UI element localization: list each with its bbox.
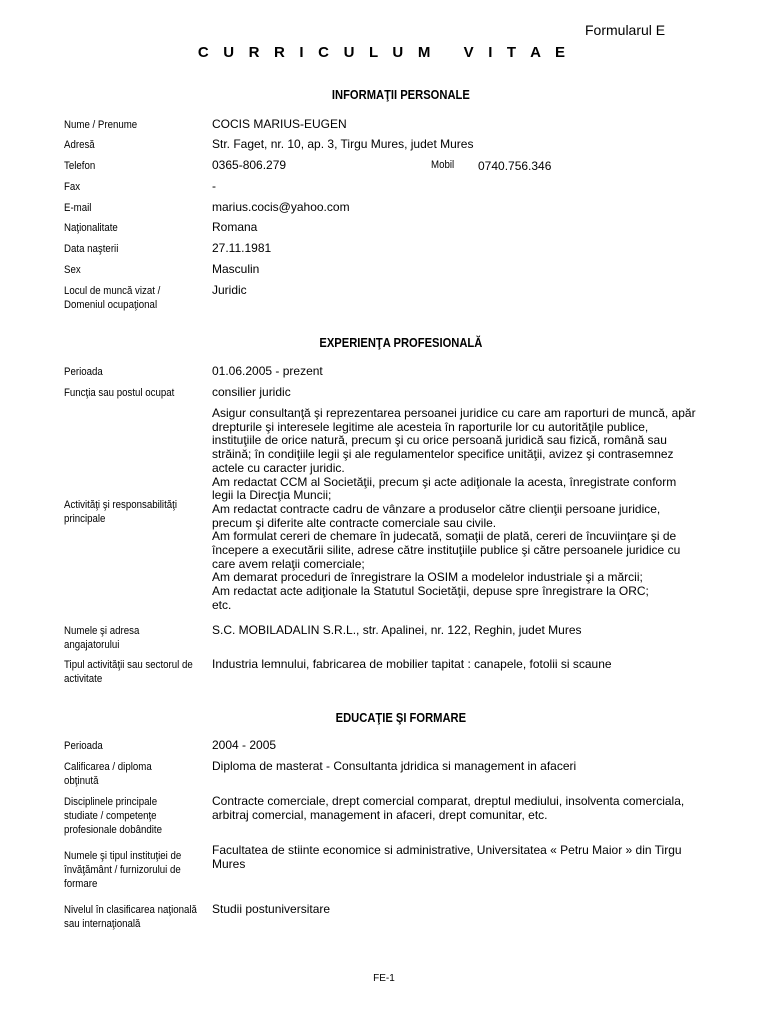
activities-line: Am redactat contracte cadru de vânzare a produselor către clienţii persoane juridice, [212, 501, 661, 516]
value-mobile: 0740.756.346 [478, 159, 552, 173]
label-position: Funcţia sau postul ocupat [64, 387, 175, 399]
label-desired-job: Locul de muncă vizat / Domeniul ocupaţional [64, 285, 161, 311]
page-footer: FE-1 [373, 973, 395, 984]
activities-line: Am demarat proceduri de înregistrare la OSIM a modelelor industriale şi a mărcii; [212, 570, 643, 585]
label-sector: Tipul activităţii sau sectorul de activitate [64, 659, 193, 685]
value-desired-job: Juridic [212, 283, 247, 297]
document-title: C U R R I C U L U M V I T A E [197, 44, 571, 61]
value-edu-period: 2004 - 2005 [212, 738, 277, 752]
value-fax: - [212, 179, 216, 193]
label-phone: Telefon [64, 160, 96, 172]
label-subjects: Disciplinele principale studiate / competenţe profesionale dobândite [64, 796, 162, 836]
value-institution [212, 844, 710, 871]
label-fax: Fax [64, 181, 81, 193]
value-phone: 0365-806.279 [212, 158, 287, 172]
label-email: E-mail [64, 202, 92, 214]
value-address: Str. Faget, nr. 10, ap. 3, Tirgu Mures, judet Mures [212, 137, 474, 151]
section-heading-education: EDUCAŢIE ŞI FORMARE [335, 710, 467, 725]
value-sector: Industria lemnului, fabricarea de mobilier tapitat : canapele, fotolii si scaune [212, 657, 612, 671]
activities-line: începere a executării silite, adrese către instituţiile publice şi către persoanele juridice cu [212, 543, 681, 558]
value-name: COCIS MARIUS-EUGEN [212, 117, 347, 131]
label-institution: Numele şi tipul instituţiei de învăţământ / furnizorului de formare [64, 850, 182, 890]
label-sex: Sex [64, 264, 81, 276]
subjects-line: arbitraj comercial, management in afaceri, drept comunitar, etc. [212, 807, 548, 822]
label-name: Nume / Prenume [64, 119, 138, 131]
activities-line: legii la Direcţia Muncii; [212, 488, 332, 503]
value-sex: Masculin [212, 262, 260, 276]
activities-line: Asigur consultanţă şi reprezentarea persoanei juridice cu care am raporturi de muncă, apăr [212, 406, 696, 420]
activities-line: Am redactat acte adiţionale la Statutul Societăţii, depuse spre înregistrare la ORC; [212, 584, 649, 599]
institution-line: Facultatea de stiinte economice si administrative, Universitatea « Petru Maior » din Tirgu [212, 843, 682, 857]
label-birth-date: Data naşterii [64, 243, 119, 255]
section-heading-experience: EXPERIENŢA PROFESIONALĂ [319, 335, 483, 350]
label-mobile: Mobil [431, 159, 455, 171]
section-heading-personal: INFORMAŢII PERSONALE [331, 87, 470, 102]
label-exp-period: Perioada [64, 366, 103, 378]
value-email: marius.cocis@yahoo.com [212, 200, 350, 214]
label-qualification: Calificarea / diploma obţinută [64, 761, 152, 787]
activities-line: etc. [212, 597, 232, 612]
activities-line: străină; în condiţiile legii şi ale regulamentelor specifice unităţii, avizez şi contrasemnez [212, 447, 674, 462]
subjects-line: Contracte comerciale, drept comercial comparat, dreptul mediului, insolventa comerciala, [212, 794, 685, 808]
value-position: consilier juridic [212, 385, 291, 399]
institution-line: Mures [212, 856, 246, 871]
activities-line: Am formulat cereri de chemare în judecată, somaţii de plată, cereri de încuviinţare şi de [212, 529, 677, 544]
value-nationality: Romana [212, 220, 258, 234]
label-employer: Numele şi adresa angajatorului [64, 625, 140, 651]
value-level: Studii postuniversitare [212, 902, 331, 916]
activities-line: actele cu caracter juridic. [212, 460, 345, 475]
value-subjects [212, 795, 710, 822]
value-employer: S.C. MOBILADALIN S.R.L., str. Apalinei, nr. 122, Reghin, judet Mures [212, 623, 582, 637]
label-activities: Activităţi şi responsabilităţi principale [64, 499, 177, 525]
value-activities [212, 407, 710, 613]
activities-line: care avem relaţii comerciale; [212, 556, 365, 571]
form-label: Formularul E [585, 22, 666, 38]
value-exp-period: 01.06.2005 - prezent [212, 364, 323, 378]
label-edu-period: Perioada [64, 740, 103, 752]
activities-line: instituţiile de orice natură, precum şi cu orice persoană juridică sau fizică, română sau [212, 433, 667, 448]
label-nationality: Naţionalitate [64, 222, 118, 234]
label-address: Adresă [64, 139, 95, 151]
activities-line: drepturile şi interesele legitime ale acesteia în raporturile lor cu autorităţile publice, [212, 419, 649, 434]
activities-line: precum şi diferite alte contracte comerciale sau civile. [212, 515, 497, 530]
value-qualification: Diploma de masterat - Consultanta jdridica si management in afaceri [212, 759, 577, 773]
activities-line: Am redactat CCM al Societăţii, precum şi acte adiţionale la acesta, înregistrate conform [212, 474, 677, 489]
value-birth-date: 27.11.1981 [212, 241, 272, 255]
label-level: Nivelul în clasificarea naţională sau internaţională [64, 904, 197, 930]
